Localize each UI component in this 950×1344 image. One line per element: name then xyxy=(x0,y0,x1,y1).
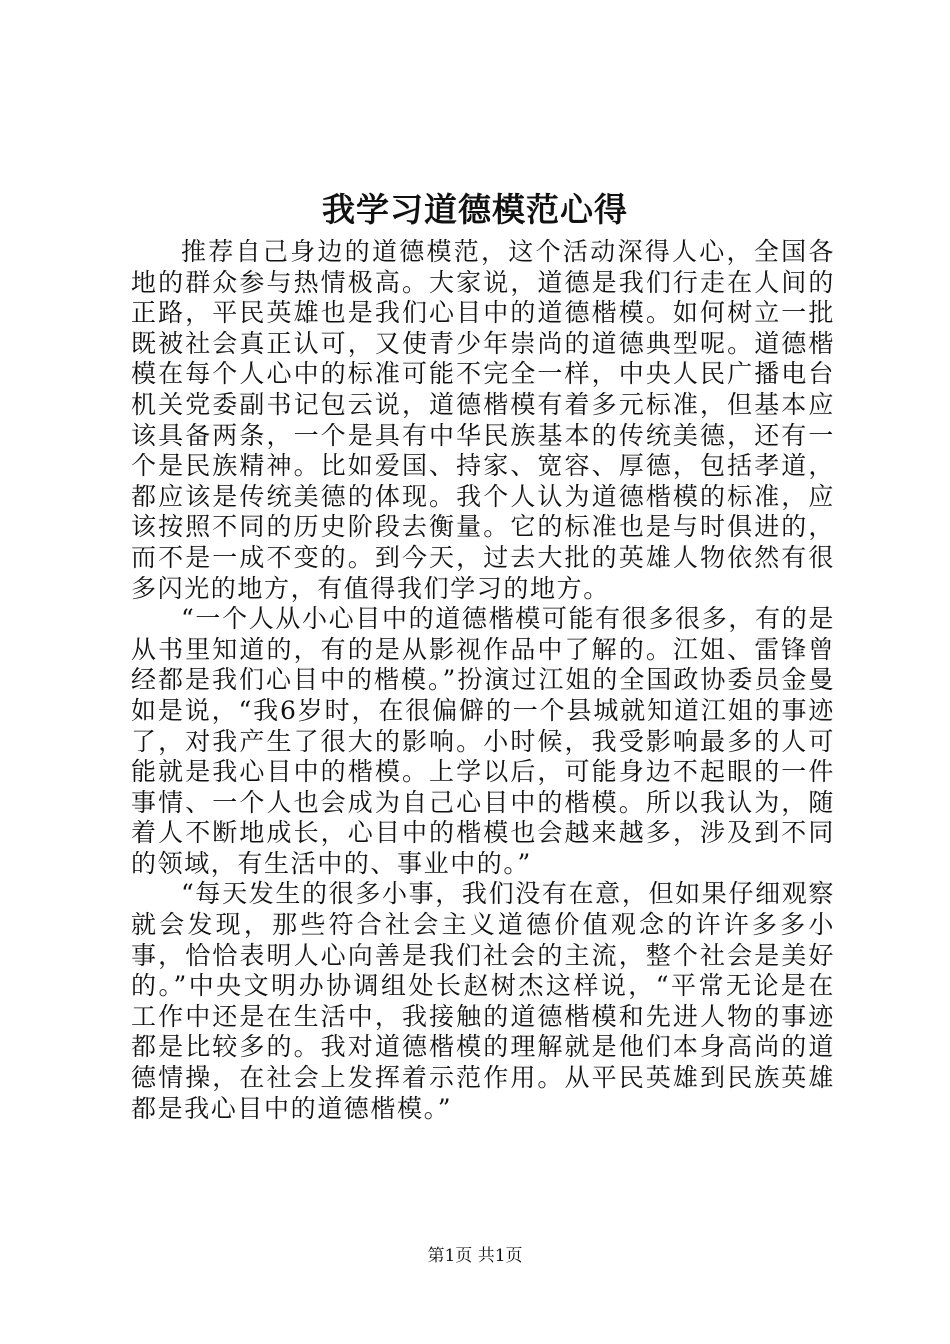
page-footer: 第1页 共1页 xyxy=(427,1246,523,1266)
document-title: 我学习道德模范心得 xyxy=(322,190,628,229)
document-body xyxy=(131,237,835,1124)
paragraph-1: 推荐自己身边的道德模范，这个活动深得人心，全国各地的群众参与热情极高。大家说，道德是我们行走在人间的正路，平民英雄也是我们心目中的道德楷模。如何树立一批既被社会真正认可，又使青少年崇尚的道德典型呢。道德楷模在每个人心中的标准可能不完全一样，中央人民广播电台机关党委副书记包云说，道德楷模有着多元标准，但基本应该具备两条，一个是具有中华民族基本的传统美德，还有一个是民族精神。比如爱国、持家、宽容、厚德，包括孝道，都应该是传统美德的体现。我个人认为道德楷模的标准，应该按照不同的历史阶段去衡量。它的标准也是与时俱进的，而不是一成不变的。到今天，过去大批的英雄人物依然有很多闪光的地方，有值得我们学习的地方。 xyxy=(131,237,835,603)
paragraph-3: “每天发生的很多小事，我们没有在意，但如果仔细观察就会发现，那些符合社会主义道德价值观念的许许多多小事，恰恰表明人心向善是我们社会的主流，整个社会是美好的。”中央文明办协调组处长赵树杰这样说，“平常无论是在工作中还是在生活中，我接触的道德楷模和先进人物的事迹都是比较多的。我对道德楷模的理解就是他们本身高尚的道德情操，在社会上发挥着示范作用。从平民英雄到民族英雄都是我心目中的道德楷模。” xyxy=(131,879,835,1123)
paragraph-2: “一个人从小心目中的道德楷模可能有很多很多，有的是从书里知道的，有的是从影视作品中了解的。江姐、雷锋曾经都是我们心目中的楷模。”扮演过江姐的全国政协委员金曼如是说，“我6岁时，在很偏僻的一个县城就知道江姐的事迹了，对我产生了很大的影响。小时候，我受影响最多的人可能就是我心目中的楷模。上学以后，可能身边不起眼的一件事情、一个人也会成为自己心目中的楷模。所以我认为，随着人不断地成长，心目中的楷模也会越来越多，涉及到不同的领域，有生活中的、事业中的。” xyxy=(131,604,835,878)
